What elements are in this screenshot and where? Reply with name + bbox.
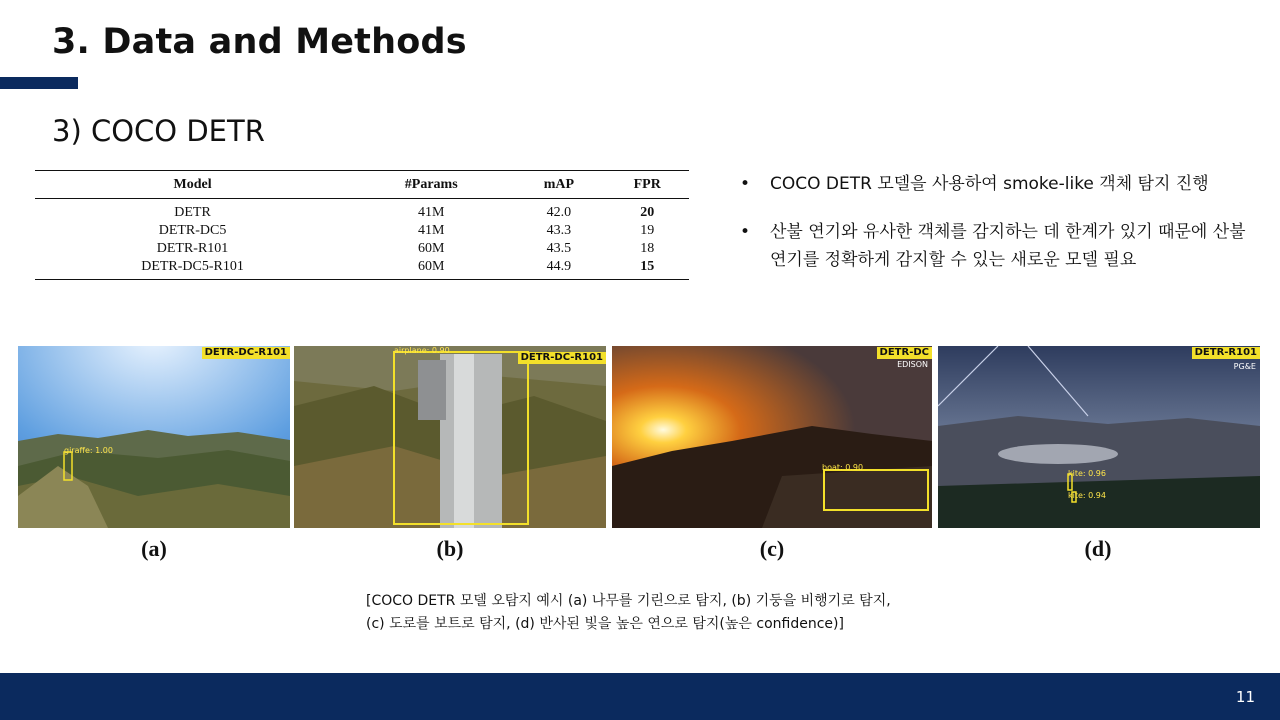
col-header-model: Model <box>35 171 350 199</box>
col-header-params: #Params <box>350 171 512 199</box>
cell-fpr: 19 <box>640 223 655 238</box>
bullet-text: 산불 연기와 유사한 객체를 감지하는 데 한계가 있기 때문에 산불 연기를 정확하게 감지할 수 있는 새로운 모델 필요 <box>770 222 1246 270</box>
cell-map: 42.0 <box>546 205 572 220</box>
figure-a-image <box>18 346 290 528</box>
figure-d-model-tag: DETR-R101 <box>1192 347 1260 359</box>
figure-d-image <box>938 346 1260 528</box>
caption-line-1: [COCO DETR 모델 오탐지 예시 (a) 나무를 기린으로 탐지, (b) 기둥을 비행기로 탐지, <box>366 593 891 609</box>
caption-line-2: (c) 도로를 보트로 탐지, (d) 반사된 빛을 높은 연으로 탐지(높은 confidence)] <box>366 616 844 632</box>
figure-d-logo: PG&E <box>1233 362 1256 371</box>
cell-model: DETR-DC5-R101 <box>35 258 350 280</box>
figure-c-image <box>612 346 932 528</box>
cell-model: DETR-DC5 <box>158 223 227 238</box>
cell-fpr: 20 <box>640 205 655 220</box>
table-row <box>35 258 689 280</box>
section-subtitle: 3) COCO DETR <box>52 114 265 148</box>
cell-params: 41M <box>418 223 445 238</box>
bullet-list <box>740 170 1260 294</box>
col-header-map: mAP <box>512 171 605 199</box>
figure-d-detection-label: kite: 0.96 <box>1068 469 1106 478</box>
cell-fpr: 15 <box>605 258 689 280</box>
bullet-item <box>740 170 1260 198</box>
figure-c-model-tag: DETR-DC <box>877 347 932 359</box>
figure-a-label: (a) <box>141 536 167 561</box>
bullet-dot-icon: • <box>740 174 751 194</box>
figure-a-detection-label: giraffe: 1.00 <box>64 446 113 455</box>
cell-params: 60M <box>418 241 445 256</box>
figure-c-detection-label: boat: 0.90 <box>822 463 864 472</box>
figure-c-label: (c) <box>759 536 785 561</box>
bullet-text: COCO DETR 모델을 사용하여 smoke-like 객체 탐지 진행 <box>770 174 1209 194</box>
cell-params: 41M <box>418 205 445 220</box>
figure-b-image <box>294 346 606 528</box>
figure-b-label: (b) <box>436 536 464 561</box>
bullet-item <box>740 218 1260 274</box>
figure-d-label: (d) <box>1084 536 1112 561</box>
table-header-row <box>35 171 689 199</box>
figure-b-model-tag: DETR-DC-R101 <box>518 352 606 364</box>
figure-d-detection-label-2: kite: 0.94 <box>1068 491 1106 500</box>
table-row <box>35 199 689 223</box>
figure-caption <box>366 590 891 636</box>
table-row <box>35 240 689 258</box>
cell-model: DETR-R101 <box>156 241 229 256</box>
figure-b-detection-label: airplane: 0.90 <box>394 346 450 355</box>
table-row <box>35 222 689 240</box>
figure-a-model-tag: DETR-DC-R101 <box>202 347 290 359</box>
figure-c-logo: EDISON <box>897 360 928 369</box>
cell-map: 43.5 <box>546 241 572 256</box>
cell-map: 43.3 <box>546 223 572 238</box>
cell-model: DETR <box>174 205 211 220</box>
page-number: 11 <box>1235 688 1255 706</box>
slide-title: 3. Data and Methods <box>52 22 467 62</box>
cell-map: 44.9 <box>512 258 605 280</box>
title-accent-bar <box>0 77 78 89</box>
cell-fpr: 18 <box>640 241 655 256</box>
col-header-fpr: FPR <box>605 171 689 199</box>
model-comparison-table <box>35 170 689 280</box>
cell-params: 60M <box>350 258 512 280</box>
footer-bar <box>0 673 1280 720</box>
bullet-dot-icon: • <box>740 222 751 242</box>
